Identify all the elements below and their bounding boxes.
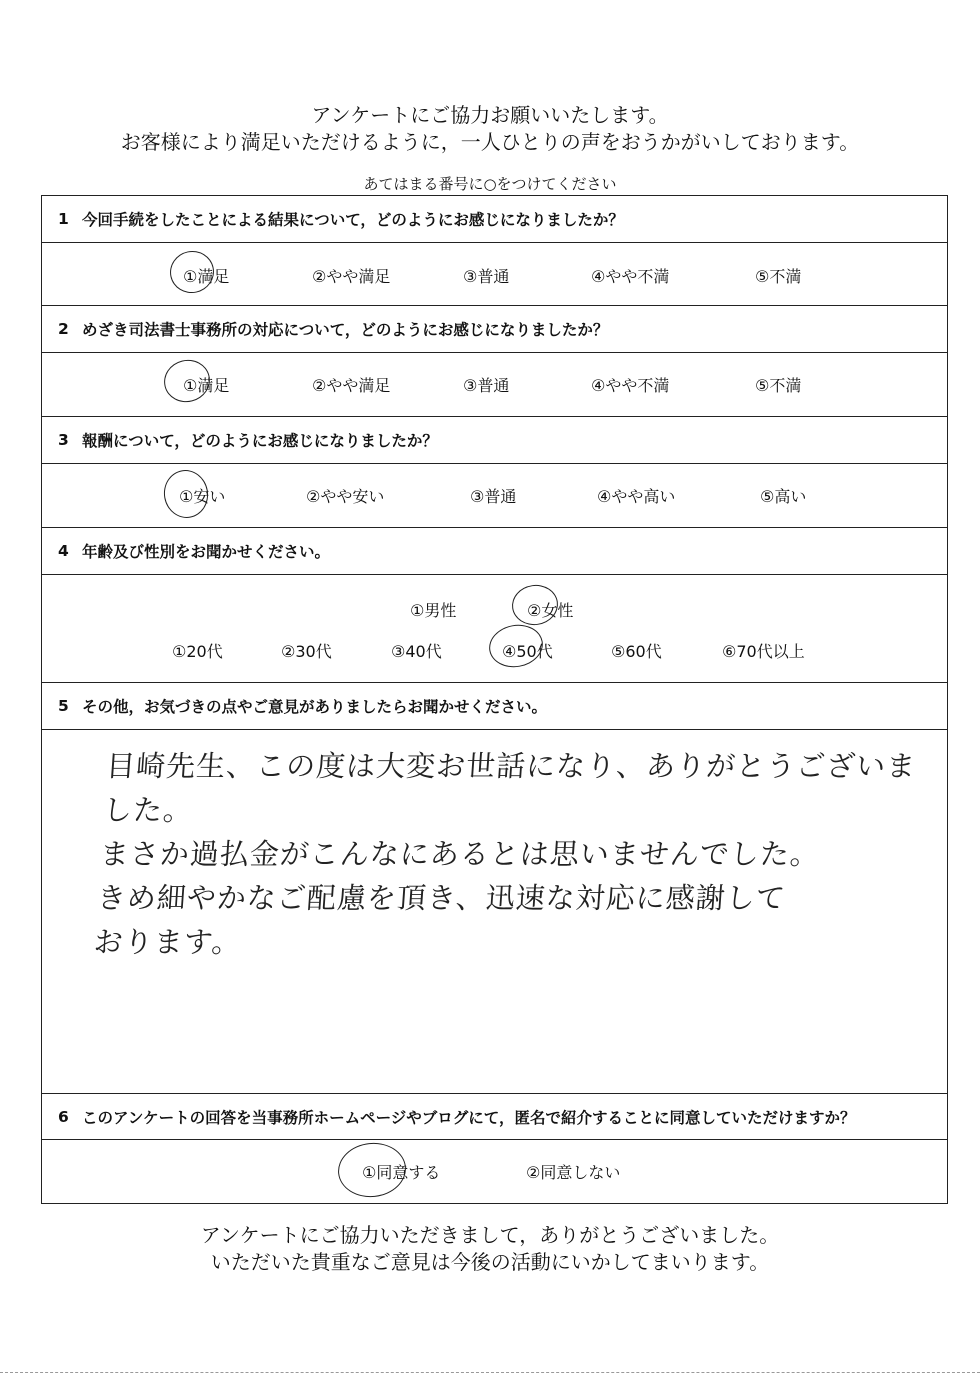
question-number: 2 — [58, 320, 69, 338]
option-1[interactable]: ①満足 — [183, 376, 230, 395]
option-3[interactable]: ③普通 — [463, 376, 510, 395]
header-line-1: アンケートにご協力お願いいたします。 — [311, 103, 669, 127]
answer-row-3 — [42, 464, 947, 528]
question-text: このアンケートの回答を当事務所ホームページやブログにて，匿名で紹介することに同意していただけますか？ — [82, 1108, 856, 1127]
option-agree[interactable]: ①同意する — [362, 1163, 441, 1182]
question-4 — [42, 528, 947, 575]
option-2[interactable]: ②やや安い — [306, 487, 385, 506]
question-6 — [42, 1094, 947, 1140]
option-2[interactable]: ②やや満足 — [312, 376, 391, 395]
survey-footer — [0, 1222, 980, 1276]
question-2 — [42, 306, 947, 353]
instruction-text: あてはまる番号に○をつけてください — [363, 175, 617, 193]
comment-line: 目崎先生、この度は大変お世話になり、ありがとうございました。 — [101, 749, 918, 827]
comment-line: おります。 — [92, 925, 243, 959]
question-text: 報酬について，どのようにお感じになりましたか？ — [82, 432, 438, 450]
option-disagree[interactable]: ②同意しない — [526, 1163, 621, 1182]
question-number: 3 — [58, 431, 69, 449]
age-option-60s[interactable]: ⑤60代 — [611, 642, 662, 661]
option-3[interactable]: ③普通 — [470, 487, 517, 506]
answer-row-4 — [42, 575, 947, 683]
question-1 — [42, 196, 947, 243]
footer-line-1: アンケートにご協力いただきまして，ありがとうございました。 — [200, 1223, 780, 1247]
age-option-30s[interactable]: ②30代 — [281, 642, 332, 661]
question-number: 5 — [58, 697, 69, 715]
option-4[interactable]: ④やや高い — [597, 487, 676, 506]
option-2[interactable]: ②やや満足 — [312, 267, 391, 286]
age-option-50s[interactable]: ④50代 — [502, 642, 553, 661]
question-text: めざき司法書士事務所の対応について，どのようにお感じになりましたか？ — [82, 321, 609, 339]
survey-form — [41, 195, 948, 1204]
option-4[interactable]: ④やや不満 — [591, 267, 670, 286]
footer-line-2: いただいた貴重なご意見は今後の活動にいかしてまいります。 — [210, 1250, 770, 1274]
answer-row-2 — [42, 353, 947, 417]
question-3 — [42, 417, 947, 464]
question-number: 4 — [58, 542, 69, 560]
comment-line: まさか過払金がこんなにあるとは思いませんでした。 — [98, 837, 822, 871]
answer-row-1 — [42, 243, 947, 306]
age-option-40s[interactable]: ③40代 — [391, 642, 442, 661]
age-option-20s[interactable]: ①20代 — [172, 642, 223, 661]
option-1[interactable]: ①安い — [179, 487, 226, 506]
gender-option-male[interactable]: ①男性 — [410, 601, 457, 620]
scan-edge-line — [0, 1372, 980, 1373]
question-text: 年齢及び性別をお聞かせください。 — [82, 543, 331, 561]
question-number: 6 — [58, 1107, 69, 1126]
handwritten-comment — [92, 744, 927, 964]
comment-line: きめ細やかなご配慮を頂き、迅速な対応に感謝して — [95, 881, 787, 915]
option-3[interactable]: ③普通 — [463, 267, 510, 286]
option-4[interactable]: ④やや不満 — [591, 376, 670, 395]
answer-row-6 — [42, 1140, 947, 1203]
gender-option-female[interactable]: ②女性 — [527, 601, 574, 620]
question-number: 1 — [58, 210, 69, 228]
age-option-70s-plus[interactable]: ⑥70代以上 — [722, 642, 805, 661]
option-5[interactable]: ⑤高い — [760, 487, 807, 506]
question-text: 今回手続をしたことによる結果について，どのようにお感じになりましたか？ — [82, 211, 624, 229]
option-1[interactable]: ①満足 — [183, 267, 230, 286]
survey-header — [0, 102, 980, 156]
option-5[interactable]: ⑤不満 — [755, 267, 802, 286]
option-5[interactable]: ⑤不満 — [755, 376, 802, 395]
header-line-2: お客様により満足いただけるように，一人ひとりの声をおうかがいしております。 — [120, 130, 860, 154]
question-5 — [42, 683, 947, 730]
question-text: その他，お気づきの点やご意見がありましたらお聞かせください。 — [82, 698, 548, 716]
